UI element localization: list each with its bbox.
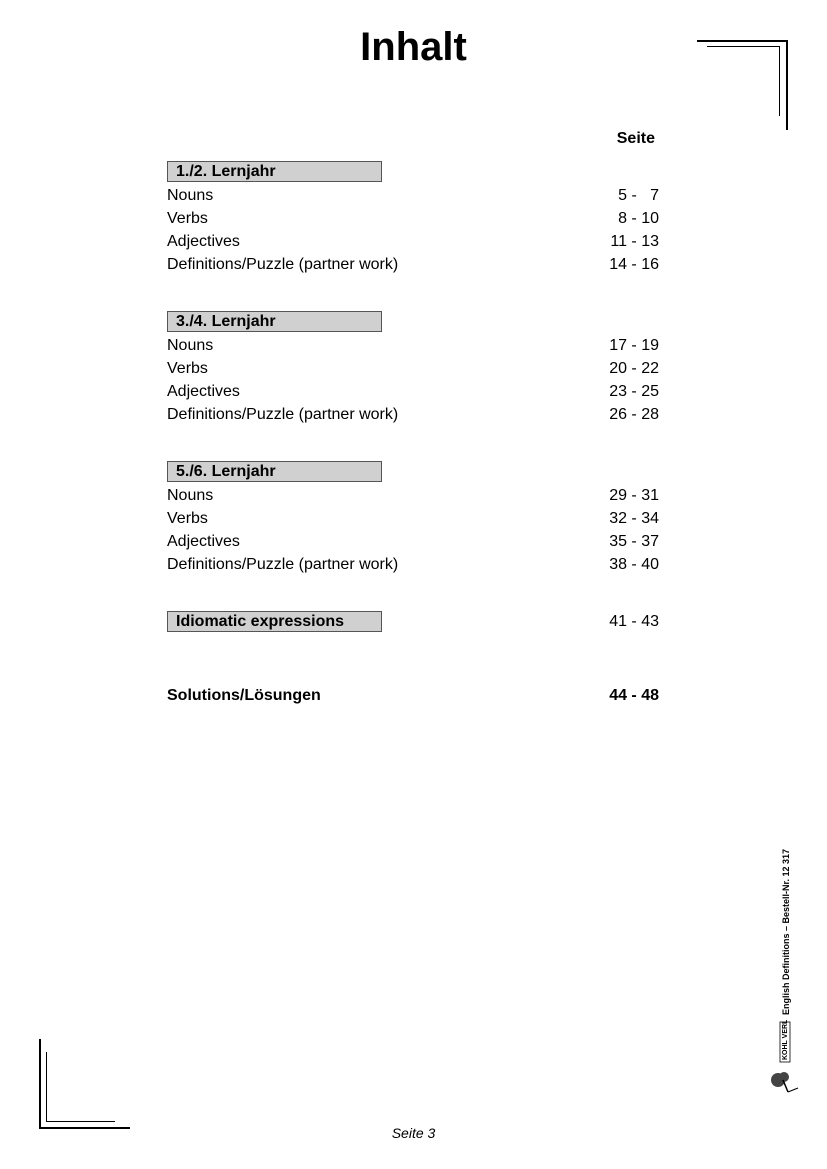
toc-entry xyxy=(167,484,659,507)
section-heading: 3./4. Lernjahr xyxy=(167,311,382,332)
svg-text:KOHL VERLAG: KOHL VERLAG xyxy=(782,1020,789,1060)
entry-label: Adjectives xyxy=(167,533,240,550)
page-number-footer: Seite 3 xyxy=(391,1125,436,1141)
entry-label: Definitions/Puzzle (partner work) xyxy=(167,256,399,273)
section-heading: 5./6. Lernjahr xyxy=(167,461,382,482)
entry-pages: 17 - 19 xyxy=(609,337,659,354)
section-heading: 1./2. Lernjahr xyxy=(167,161,382,182)
entry-label: Nouns xyxy=(167,187,214,204)
toc-entry xyxy=(167,553,659,576)
entry-label: Verbs xyxy=(167,210,208,227)
solutions-pages: 44 - 48 xyxy=(609,687,659,704)
toc-entry xyxy=(167,530,659,553)
toc-entry xyxy=(167,207,659,230)
entry-label: Adjectives xyxy=(167,383,240,400)
entry-pages: 41 - 43 xyxy=(609,612,659,630)
toc-entry xyxy=(167,334,659,357)
entry-pages: 5 - 7 xyxy=(618,187,659,204)
entry-pages: 38 - 40 xyxy=(609,556,659,573)
toc-entry xyxy=(167,230,659,253)
entry-label: Verbs xyxy=(167,360,208,377)
entry-label: Nouns xyxy=(167,337,214,354)
order-number-sidebar: English Definitions – Bestell-Nr. 12 317 xyxy=(781,848,791,1015)
publisher-logo xyxy=(766,1020,802,1094)
toc-entry xyxy=(167,253,659,276)
solutions-label: Solutions/Lösungen xyxy=(167,687,321,704)
toc-entry xyxy=(167,507,659,530)
entry-pages: 20 - 22 xyxy=(609,360,659,377)
entry-pages: 35 - 37 xyxy=(609,533,659,550)
toc-section-3 xyxy=(167,461,659,576)
toc-solutions xyxy=(167,687,659,705)
toc-entry xyxy=(167,380,659,403)
toc-entry xyxy=(167,184,659,207)
entry-label: Definitions/Puzzle (partner work) xyxy=(167,406,399,423)
entry-pages: 26 - 28 xyxy=(609,406,659,423)
entry-label: Adjectives xyxy=(167,233,240,250)
section-heading: Idiomatic expressions xyxy=(167,611,382,632)
entry-pages: 14 - 16 xyxy=(609,256,659,273)
toc-section-2 xyxy=(167,311,659,426)
entry-pages: 29 - 31 xyxy=(609,487,659,504)
entry-pages: 32 - 34 xyxy=(609,510,659,527)
entry-label: Definitions/Puzzle (partner work) xyxy=(167,556,399,573)
toc-entry xyxy=(167,403,659,426)
toc-section-idioms xyxy=(167,611,659,632)
entry-pages: 23 - 25 xyxy=(609,383,659,400)
entry-pages: 8 - 10 xyxy=(618,210,659,227)
entry-label: Verbs xyxy=(167,510,208,527)
toc-section-1 xyxy=(167,161,659,276)
entry-label: Nouns xyxy=(167,487,214,504)
entry-pages: 11 - 13 xyxy=(610,233,659,250)
toc-entry xyxy=(167,357,659,380)
pages-column-header: Seite xyxy=(616,130,655,147)
page-title: Inhalt xyxy=(360,25,467,69)
